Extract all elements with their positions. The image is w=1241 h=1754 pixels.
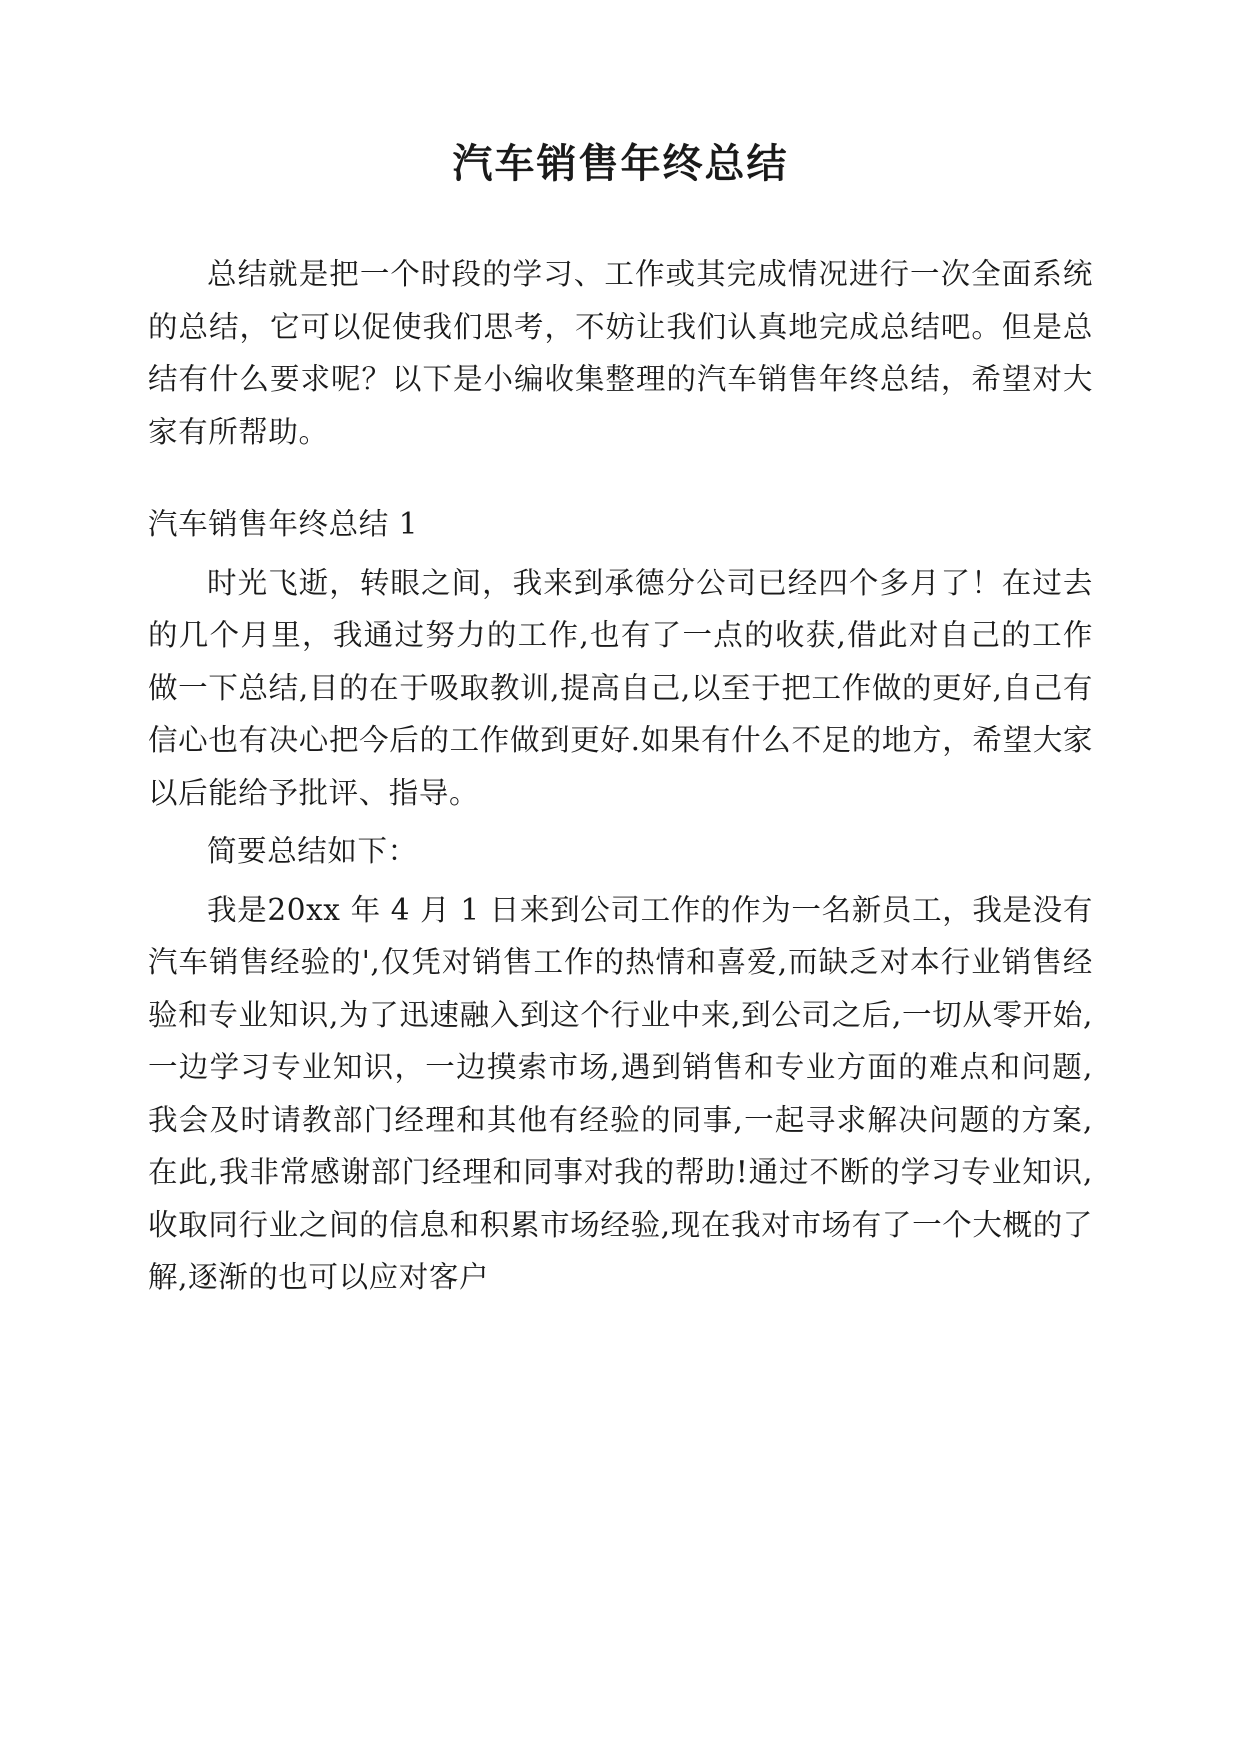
paragraph-body-2: 简要总结如下： bbox=[207, 834, 418, 868]
title-spacer bbox=[148, 192, 1093, 248]
paragraph-intro: 总结就是把一个时段的学习、工作或其完成情况进行一次全面系统的总结，它可以促使我们思考，不妨让我们认真地完成总结吧。但是总结有什么要求呢？以下是小编收集整理的汽车销售年终总结，希望对大家有所帮助。 bbox=[148, 257, 1093, 449]
page-title: 汽车销售年终总结 bbox=[452, 141, 789, 187]
paragraph-body-1: 时光飞逝，转眼之间，我来到承德分公司已经四个多月了！在过去的几个月里，我通过努力的工作,也有了一点的收获,借此对自己的工作做一下总结,目的在于吸取教训,提高自己,以至于把工作做的更好,自己有信心也有决心把今后的工作做到更好.如果有什么不足的地方，希望大家以后能给予批评、指导。 bbox=[148, 565, 1093, 810]
section-heading-1: 汽车销售年终总结 1 bbox=[148, 507, 419, 541]
section-gap bbox=[148, 464, 1093, 498]
paragraph-body-3: 我是20xx 年 4 月 1 日来到公司工作的作为一名新员工，我是没有汽车销售经验的',仅凭对销售工作的热情和喜爱,而缺乏对本行业销售经验和专业知识,为了迅速融入到这个行业中来,到公司之后,一切从零开始,一边学习专业知识，一边摸索市场,遇到销售和专业方面的难点和问题,我会及时请教部门经理和其他有经验的同事,一起寻求解决问题的方案,在此,我非常感谢部门经理和同事对我的帮助!通过不断的学习专业知识,收取同行业之间的信息和积累市场经验,现在我对市场有了一个大概的了解,逐渐的也可以应对客户 bbox=[148, 892, 1093, 1294]
